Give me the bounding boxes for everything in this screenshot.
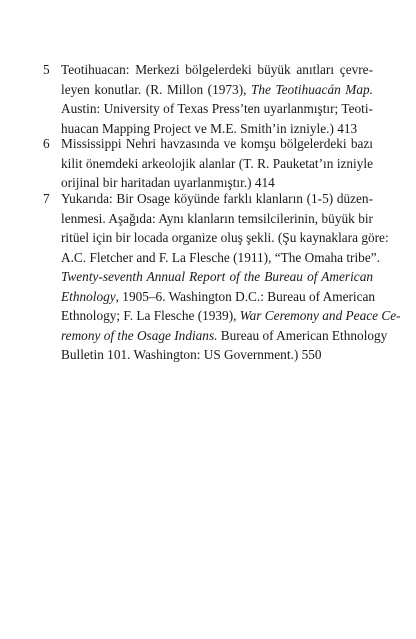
caption-italic-text: remony of the Osage Indians. bbox=[61, 327, 218, 343]
caption-line bbox=[61, 345, 373, 365]
caption-italic-text: Ethnology bbox=[61, 288, 116, 304]
caption-line bbox=[61, 60, 373, 80]
caption-text-run: orijinal bir haritadan uyarlanmıştır.) 414 bbox=[61, 175, 275, 190]
caption-line bbox=[61, 189, 373, 209]
caption-text-run: lenmesi. Aşağıda: Aynı klanların temsilcilerinin, büyük bir bbox=[61, 210, 373, 226]
caption-text-run: huacan Mapping Project ve M.E. Smith’in izniyle.) 413 bbox=[61, 120, 358, 136]
caption-line bbox=[61, 99, 373, 119]
caption-number: 7 bbox=[43, 191, 50, 206]
caption-text-run: Bureau of American Ethnology bbox=[217, 327, 388, 343]
caption-text-run: A.C. Fletcher and F. La Flesche (1911), “The Omaha tribe”. bbox=[61, 249, 380, 265]
caption-line bbox=[61, 287, 376, 307]
caption-line bbox=[61, 248, 380, 268]
caption-text-run: ritüel için bir locada organize oluş şekli. (Şu kaynaklara göre: bbox=[61, 230, 389, 245]
caption-text-run: Ethnology; F. La Flesche (1939), bbox=[61, 308, 240, 323]
caption-line bbox=[61, 228, 389, 248]
caption-text-run: Teotihuacan: Merkezi bölgelerdeki büyük anıtları çevre- bbox=[61, 62, 373, 77]
caption-text bbox=[61, 60, 373, 138]
caption-text-run: leyen konutlar. (R. Millon (1973), bbox=[61, 81, 251, 97]
caption-italic-text: War Ceremony and Peace Ce- bbox=[239, 308, 401, 323]
caption-line bbox=[61, 306, 401, 326]
caption-text-run: Yukarıda: Bir Osage köyünde farklı klanların (1-5) düzen- bbox=[61, 191, 373, 206]
caption-line bbox=[61, 209, 373, 229]
caption-text-run: Bulletin 101. Washington: US Government.) 550 bbox=[61, 347, 322, 362]
caption-text-run: kilit önemdeki arkeolojik alanlar (T. R. Pauketat’ın izniyle bbox=[61, 155, 373, 171]
caption-italic-text: Twenty-seventh Annual Report of the Bureau of American bbox=[61, 269, 373, 284]
caption-line bbox=[61, 80, 373, 100]
caption-text-run: Austin: University of Texas Press’ten uyarlanmıştır; Teoti- bbox=[61, 101, 373, 116]
caption-text-run: , 1905–6. Washington D.C.: Bureau of American bbox=[115, 288, 376, 304]
caption-line bbox=[61, 326, 388, 346]
caption-line bbox=[61, 267, 373, 287]
caption-text-run: Mississippi Nehri havzasında ve komşu bölgelerdeki bazı bbox=[61, 136, 373, 151]
caption-text bbox=[61, 189, 401, 365]
caption-line bbox=[61, 154, 373, 174]
caption-number: 5 bbox=[43, 62, 50, 77]
caption-text bbox=[61, 134, 373, 193]
caption-italic-text: The Teotihuacán Map. bbox=[251, 81, 373, 97]
caption-number: 6 bbox=[43, 136, 50, 151]
caption-line bbox=[61, 134, 373, 154]
